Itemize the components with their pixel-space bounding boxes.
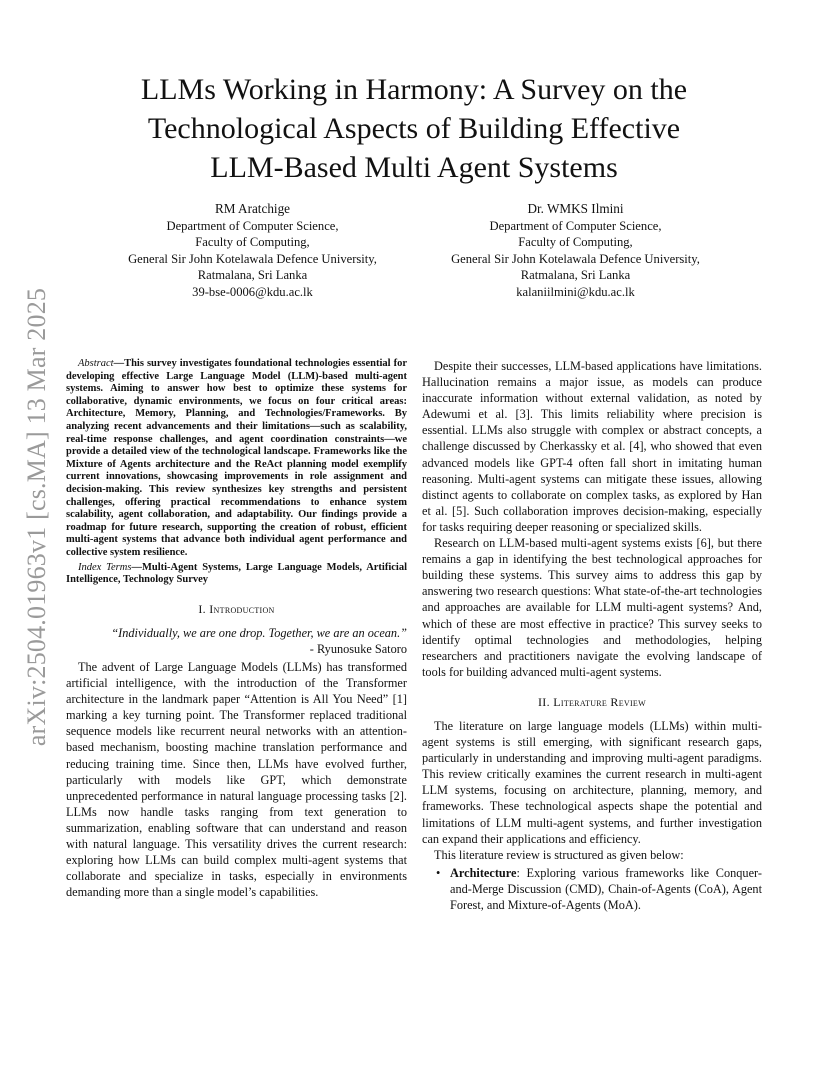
author-email: 39-bse-0006@kdu.ac.lk — [192, 284, 313, 299]
title-line-2: Technological Aspects of Building Effective — [147, 112, 681, 145]
review-structure-list — [422, 865, 762, 913]
section-number: II. — [538, 694, 554, 709]
title-line-1: LLMs Working in Harmony: A Survey on the — [140, 73, 688, 106]
section-heading-literature-review — [422, 694, 762, 710]
author-location: Ratmalana, Sri Lanka — [197, 268, 308, 283]
author-faculty: Faculty of Computing, — [518, 235, 633, 250]
index-terms-text: —Multi-Agent Systems, Large Language Models, Artificial Intelligence, Technology Survey — [66, 561, 408, 586]
intro-paragraph-1: The advent of Large Language Models (LLMs) has transformed artificial intelligence, with the introduction of the Transformer architecture in the landmark paper “Attention is All You Need” [1] marking a key turning point. The Transformer replaced traditional sequence models like recurrent neural networks with an attention-based mechanism, boosting machine translation performance and reducing training time. Since then, LLMs have evolved further, particularly with models like GPT, which demonstrate unprecedented performance in natural language processing tasks [2]. LLMs now handle tasks ranging from text generation to summarization, enabling software that can understand and reason with natural language. This versatility drives the current research: exploring how LLMs can build complex multi-agent systems that collaborate and specialize in tasks, especially in environments demanding more than a single model’s capabilities. — [66, 659, 407, 900]
index-terms-label: Index Terms — [78, 561, 132, 573]
author-email: kalaniilmini@kdu.ac.lk — [516, 284, 635, 299]
author-name: Dr. WMKS Ilmini — [527, 201, 624, 216]
arxiv-identifier-text: arXiv:2504.01963v1 [cs.MA] 13 Mar 2025 — [22, 287, 51, 747]
section-heading-introduction — [66, 601, 407, 617]
author-location: Ratmalana, Sri Lanka — [520, 268, 631, 283]
author-university: General Sir John Kotelawala Defence University, — [128, 251, 377, 266]
author-university: General Sir John Kotelawala Defence University, — [451, 251, 700, 266]
author-department: Department of Computer Science, — [166, 218, 339, 233]
list-item-text: : Exploring various frameworks like Conquer-and-Merge Discussion (CMD), Chain-of-Agents (CoA), Agent Forest, and Mixture-of-Agents (MoA). — [450, 865, 762, 912]
title-line-3: LLM-Based Multi Agent Systems — [210, 151, 618, 184]
right-column — [422, 358, 762, 913]
abstract-label: Abstract — [78, 358, 114, 369]
epigraph-quote — [66, 625, 407, 641]
author-faculty: Faculty of Computing, — [195, 235, 310, 250]
bullet-icon: • — [436, 865, 441, 880]
paper-title — [60, 70, 768, 187]
intro-paragraph-3: Research on LLM-based multi-agent systems exists [6], but there remains a gap in identifying the best technological approaches for building these systems. This survey aims to address this gap by answering two research questions: What state-of-the-art technologies and approaches are available for LLM multi-agent systems? And, which of these are most effective in practice? This survey seeks to identify optimal technologies and methodologies, helping researchers and practitioners navigate the evolving landscape of tools for building advanced multi-agent systems. — [422, 536, 762, 679]
author-block-1 — [100, 201, 405, 301]
list-item-label: Architecture — [450, 865, 517, 880]
lit-paragraph-2: This literature review is structured as given below: — [434, 847, 684, 862]
list-item — [436, 865, 762, 913]
section-number: I. — [198, 601, 210, 616]
index-terms — [66, 562, 407, 587]
epigraph-author: - Ryunosuke Satoro — [309, 641, 407, 656]
arxiv-identifier — [17, 272, 57, 762]
intro-paragraph-2: Despite their successes, LLM-based applications have limitations. Hallucination remains a major issue, as models can produce inaccurate information without external validation, as noted by Adewumi et al. [3]. This limits reliability where precision is essential. LLMs also struggle with complex or abstract concepts, a challenge discussed by Cherkassky et al. [4], who showed that even advanced models like GPT-4 often fall short in imitating human reasoning. Multi-agent systems can mitigate these issues, allowing distinct agents to collaborate on complex tasks, as explored by Han et al. [5]. Such collaboration improves decision-making, especially for tasks requiring deeper reasoning or specialized skills. — [422, 359, 762, 534]
author-name: RM Aratchige — [214, 201, 291, 216]
section-title: Introduction — [209, 601, 275, 616]
lit-paragraph-1: The literature on large language models (LLMs) within multi-agent systems is still emerging, with significant research gaps, particularly in understanding and improving multi-agent paradigms. This review critically examines the current research in multi-agent LLM systems, focusing on architecture, planning, memory, and frameworks. These technological aspects shape the potential and limitations of LLM multi-agent systems, and further investigation can expand their applications and efficiency. — [422, 718, 762, 846]
epigraph-text: “Individually, we are one drop. Together, we are an ocean.” — [111, 625, 407, 640]
abstract-text: —This survey investigates foundational technologies essential for developing effective Large Language Model (LLM)-based multi-agent systems. Aiming to answer how best to optimize these systems for collaborative, dynamic environments, we focus on four critical areas: Architecture, Memory, Planning, and Technologies/Frameworks. By analyzing recent advancements and their limitations—such as scalability, real-time response challenges, and agent coordination constraints—we provide a detailed view of the technological landscape. Frameworks like the Mixture of Agents architecture and the ReAct planning model exemplify current innovations, showcasing improvements in role assignment and decision-making. This review synthesizes key strengths and persistent challenges, offering practical recommendations to enhance system scalability, agent collaboration, and adaptability. Our findings provide a roadmap for future research, supporting the creation of robust, efficient multi-agent systems that advance both individual agent performance and collective system resilience. — [66, 358, 407, 558]
author-block-2 — [423, 201, 728, 301]
abstract — [66, 358, 407, 560]
author-department: Department of Computer Science, — [489, 218, 662, 233]
left-column — [66, 358, 407, 900]
section-title: Literature Review — [553, 694, 646, 709]
